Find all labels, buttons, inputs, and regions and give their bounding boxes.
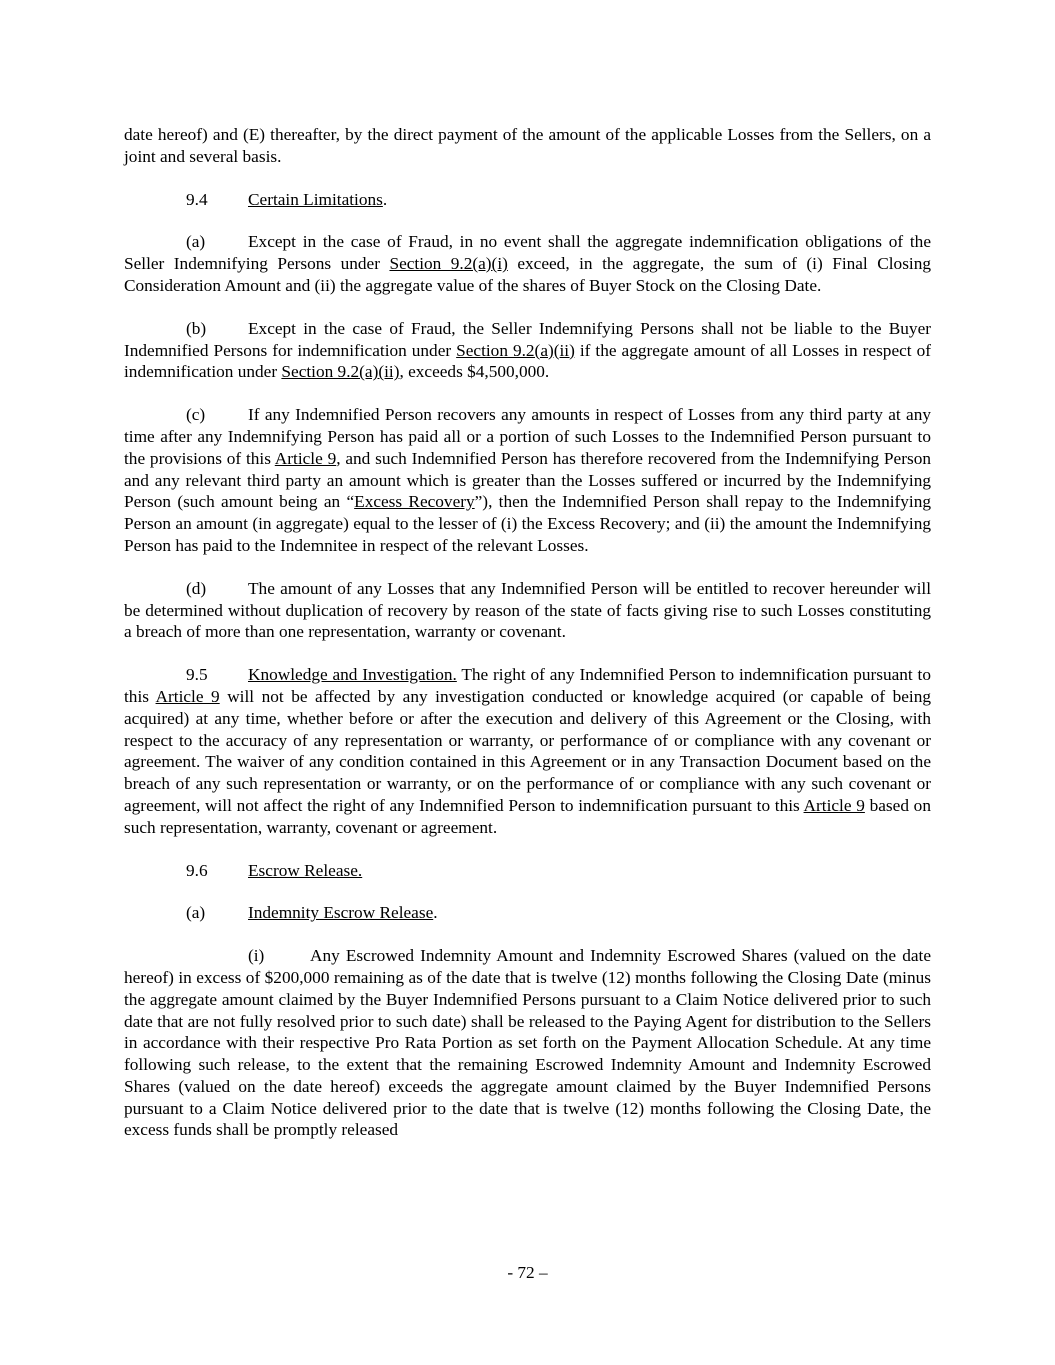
section-number: 9.6 bbox=[186, 860, 208, 880]
subsection-number: (b) bbox=[186, 318, 207, 338]
section-title: Knowledge and Investigation. bbox=[248, 665, 457, 685]
cross-reference: Article 9 bbox=[155, 686, 220, 706]
paragraph-text: Except in the case of Fraud, in no event shall the aggregate indemnification obligations of the Seller Indemnifying Persons under bbox=[124, 232, 931, 274]
subsection-9-6-a-heading bbox=[124, 902, 931, 924]
paragraph-9-4-d bbox=[124, 578, 931, 643]
subsection-number: (c) bbox=[186, 405, 206, 425]
paragraph-text: The right of any Indemnified Person to indemnification pursuant to this bbox=[124, 665, 931, 706]
cross-reference: Article 9 bbox=[803, 795, 865, 815]
cross-reference: Section 9.2(a)(ii) bbox=[281, 362, 400, 382]
section-number: 9.4 bbox=[186, 189, 208, 209]
paragraph-9-6-a-i bbox=[124, 945, 931, 1141]
subsection-title-punct: . bbox=[433, 903, 438, 923]
section-title-punct: . bbox=[382, 189, 388, 209]
paragraph-9-4-c bbox=[124, 404, 931, 557]
paragraph-text: Except in the case of Fraud, the Seller Indemnifying Persons shall not be liable to the Buyer Indemnified Persons for indemnification under bbox=[124, 318, 931, 360]
section-9-6-heading bbox=[124, 860, 931, 882]
paragraph-text: exceed, in the aggregate, the sum of (i) Final Closing Consideration Amount and (ii) the aggregate value of the shares of Buyer Stock on the Closing Date. bbox=[124, 254, 931, 295]
subsection-number: (a) bbox=[186, 903, 206, 923]
section-title: Escrow Release. bbox=[248, 860, 363, 880]
subsection-number: (a) bbox=[186, 232, 206, 252]
paragraph-text: will not be affected by any investigation conducted or knowledge acquired (or capable of being acquired) at any time, whether before or after the execution and delivery of this Agreement or the Closing, with respect to the accuracy of any representation or warranty, or performance of or compliance with any covenant or agreement. The waiver of any condition contained in this Agreement or in any Transaction Document based on the breach of any such representation or warranty, or on the performance of or compliance with any such covenant or agreement, will not affect the right of any Indemnified Person to indemnification pursuant to this bbox=[124, 686, 931, 815]
paragraph-9-4-a bbox=[124, 231, 931, 296]
paragraph-text: Any Escrowed Indemnity Amount and Indemnity Escrowed Shares (valued on the date hereof) in excess of $200,000 remaining as of the date that is twelve (12) months following the Closing Date (minus the aggregate amount claimed by the Buyer Indemnified Persons pursuant to a Claim Notice delivered prior to such date that are not fully resolved prior to such date) shall be released to the Paying Agent for distribution to the Sellers in accordance with their respective Pro Rata Portion as set forth on the Payment Allocation Schedule. At any time following such release, to the extent that the remaining Escrowed Indemnity Amount and Indemnity Escrowed Shares (valued on the date hereof) exceeds the aggregate amount claimed by the Buyer Indemnified Persons pursuant to a Claim Notice delivered prior to the date that is twelve (12) months following the Closing Date, the excess funds shall be promptly released bbox=[124, 946, 931, 1140]
paragraph-text: date hereof) and (E) thereafter, by the direct payment of the amount of the applicable Losses from the Sellers, on a joint and several basis. bbox=[124, 125, 931, 166]
section-9-4-heading bbox=[124, 189, 931, 211]
paragraph-continuation bbox=[124, 124, 931, 168]
cross-reference: Section 9.2(a)(ii) bbox=[456, 340, 575, 360]
paragraph-text: The amount of any Losses that any Indemnified Person will be entitled to recover hereunder will be determined without duplication of recovery by reason of the state of facts giving rise to such Losses constituting a breach of more than one representation, warranty or covenant. bbox=[124, 578, 931, 642]
section-title: Certain Limitations bbox=[248, 189, 383, 209]
cross-reference: Article 9 bbox=[274, 448, 337, 468]
document-page bbox=[124, 124, 931, 1141]
clause-number: (i) bbox=[248, 946, 265, 966]
subsection-number: (d) bbox=[186, 578, 207, 598]
cross-reference: Section 9.2(a)(i) bbox=[389, 254, 508, 274]
paragraph-9-5 bbox=[124, 664, 931, 838]
subsection-title: Indemnity Escrow Release bbox=[248, 903, 434, 923]
paragraph-text: based on such representation, warranty, covenant or agreement. bbox=[124, 795, 931, 837]
paragraph-text: , and such Indemnified Person has therefore recovered from the Indemnifying Person and any relevant third party an amount which is greater than the Losses suffered or incurred by the Indemnifying Person (such amount being an “ bbox=[124, 448, 931, 512]
paragraph-9-4-b bbox=[124, 318, 931, 383]
defined-term: Excess Recovery bbox=[354, 492, 475, 512]
paragraph-text: If any Indemnified Person recovers any amounts in respect of Losses from any third party at any time after any Indemnifying Person has paid all or a portion of such Losses to the Indemnified Person pursuant to the provisions of this bbox=[124, 405, 931, 468]
paragraph-text: if the aggregate amount of all Losses in respect of indemnification under bbox=[124, 340, 931, 382]
paragraph-text: , exceeds $4,500,000. bbox=[399, 362, 550, 382]
page-number: - 72 – bbox=[507, 1263, 548, 1282]
paragraph-text: ”), then the Indemnified Person shall repay to the Indemnifying Person an amount (in aggregate) equal to the lesser of (i) the Excess Recovery; and (ii) the amount the Indemnifying Person has paid to the Indemnitee in respect of the relevant Losses. bbox=[124, 492, 931, 555]
section-number: 9.5 bbox=[186, 665, 208, 685]
